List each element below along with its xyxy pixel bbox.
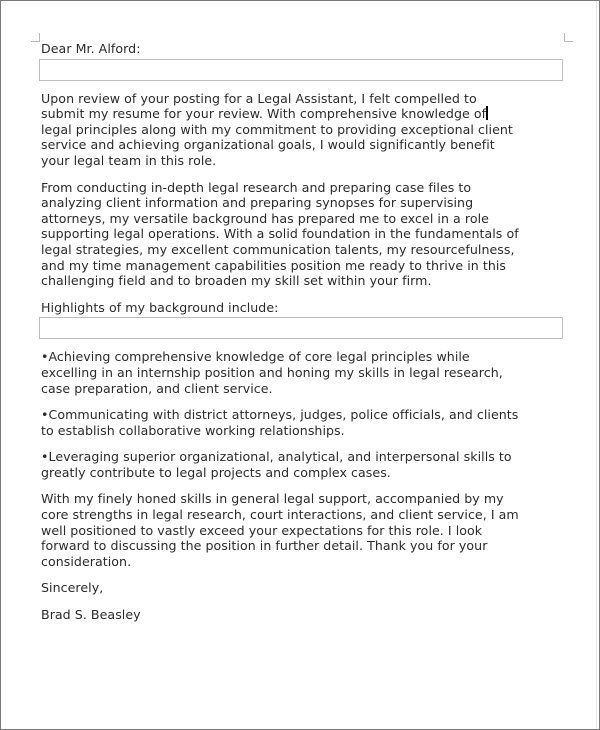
signoff: Sincerely,	[41, 580, 104, 596]
paragraph-closing: With my finely honed skills in general legal support, accompanied by my core strengths in legal research, court interactions, and client service, I am well positioned to vastly exceed your expectations for this role. I look forward to discussing the position in further detail. Thank you for your consideration.	[41, 491, 519, 569]
top-left-margin-mark	[31, 33, 40, 42]
paragraph-intro: Upon review of your posting for a Legal Assistant, I felt compelled to submit my resume for your review. With comprehensive knowledge of legal principles along with my commitment to providing exceptional client service and achieving organizational goals, I would significantly benefit your legal team in this role.	[41, 90, 513, 168]
text-cursor	[486, 106, 488, 120]
salutation: Dear Mr. Alford:	[41, 41, 141, 56]
highlight-item: •Leveraging superior organizational, analytical, and interpersonal skills to greatly contribute to legal projects and complex cases.	[41, 449, 512, 480]
highlight-item: •Achieving comprehensive knowledge of core legal principles while excelling in an internship position and honing my skills in legal research, case preparation, and client service.	[41, 349, 503, 396]
salutation-text-field[interactable]	[39, 59, 563, 81]
highlights-heading: Highlights of my background include:	[41, 299, 279, 315]
paragraph-background: From conducting in-depth legal research and preparing case files to analyzing client information and preparing synopses for supervising attorneys, my versatile background has prepared me to excel in a role supporting legal operations. With a solid foundation in the fundamentals of legal strategies, my excellent communication talents, my resourcefulness, and my time management capabilities position me ready to thrive in this challenging field and to broaden my skill set within your firm.	[41, 179, 519, 289]
letter-body[interactable]	[41, 41, 569, 634]
highlight-item: •Communicating with district attorneys, judges, police officials, and clients to establish collaborative working relationships.	[41, 407, 519, 438]
highlights-text-field[interactable]	[39, 317, 563, 339]
signature: Brad S. Beasley	[41, 607, 141, 623]
